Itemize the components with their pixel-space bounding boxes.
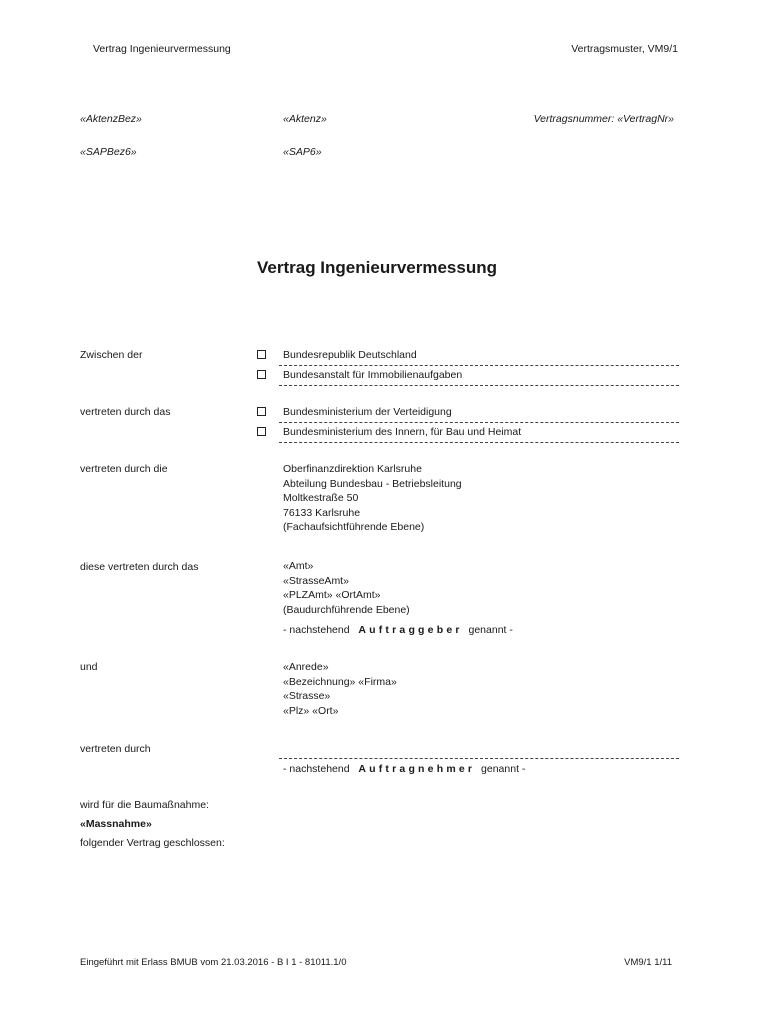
auftragnehmer-line [283, 763, 525, 775]
checkbox-bundesrepublik[interactable] [257, 350, 266, 359]
aktenz-field: «Aktenz» [283, 113, 327, 125]
auftraggeber-word: Auftraggeber [358, 624, 463, 636]
address-line: (Fachaufsichtführende Ebene) [283, 521, 425, 534]
auftragnehmer-suffix: genannt - [481, 763, 526, 775]
amt-address-block [283, 559, 410, 617]
zwischen-label: Zwischen der [80, 349, 143, 361]
address-line: (Baudurchführende Ebene) [283, 603, 410, 616]
aktenz-bez-field: «AktenzBez» [80, 113, 142, 125]
dashed-line [279, 365, 679, 366]
contractor-address-block [283, 660, 397, 718]
massnahme-field: «Massnahme» [80, 818, 152, 830]
vertreten-das-label: vertreten durch das [80, 406, 171, 418]
address-line: «StrasseAmt» [283, 574, 349, 587]
vertragsnummer-field: Vertragsnummer: «VertragNr» [533, 113, 674, 125]
checkbox-bmi[interactable] [257, 427, 266, 436]
header-left: Vertrag Ingenieurvermessung [93, 43, 231, 55]
checkbox-bmvg[interactable] [257, 407, 266, 416]
closing-line1: wird für die Baumaßnahme: [80, 799, 209, 811]
address-line: 76133 Karlsruhe [283, 506, 361, 519]
auftraggeber-line [283, 624, 513, 636]
diese-label: diese vertreten durch das [80, 561, 199, 573]
dashed-line [279, 758, 679, 759]
vertreten-die-label: vertreten durch die [80, 463, 168, 475]
address-line: Moltkestraße 50 [283, 492, 359, 505]
vertreten-durch-label: vertreten durch [80, 743, 151, 755]
address-line: «Amt» [283, 560, 314, 572]
sap6-field: «SAP6» [283, 146, 322, 158]
address-line: Oberfinanzdirektion Karlsruhe [283, 463, 422, 475]
address-line: «Strasse» [283, 690, 331, 703]
auftragnehmer-word: Auftragnehmer [358, 763, 476, 775]
option-bima: Bundesanstalt für Immobilienaufgaben [283, 369, 463, 381]
dashed-line [279, 422, 679, 423]
auftraggeber-suffix: genannt - [468, 624, 513, 636]
und-label: und [80, 661, 98, 673]
sap-bez6-field: «SAPBez6» [80, 146, 137, 158]
address-line: «Bezeichnung» «Firma» [283, 675, 397, 688]
ofd-address-block [283, 462, 462, 535]
address-line: Abteilung Bundesbau - Betriebsleitung [283, 477, 462, 490]
option-bmvg: Bundesministerium der Verteidigung [283, 406, 452, 418]
closing-line2: folgender Vertrag geschlossen: [80, 837, 225, 849]
address-line: «PLZAmt» «OrtAmt» [283, 589, 381, 602]
checkbox-bima[interactable] [257, 370, 266, 379]
option-bundesrepublik: Bundesrepublik Deutschland [283, 349, 417, 361]
auftragnehmer-prefix: - nachstehend [283, 763, 350, 775]
document-title: Vertrag Ingenieurvermessung [257, 258, 497, 277]
footer-left: Eingeführt mit Erlass BMUB vom 21.03.2016 - B I 1 - 81011.1/0 [80, 957, 347, 968]
option-bmi: Bundesministerium des Innern, für Bau und Heimat [283, 426, 522, 438]
address-line: «Plz» «Ort» [283, 704, 339, 717]
address-line: «Anrede» [283, 661, 329, 673]
dashed-line [279, 442, 679, 443]
auftraggeber-prefix: - nachstehend [283, 624, 350, 636]
dashed-line [279, 385, 679, 386]
footer-page-number: VM9/1 1/11 [624, 957, 672, 968]
header-right: Vertragsmuster, VM9/1 [571, 43, 678, 55]
